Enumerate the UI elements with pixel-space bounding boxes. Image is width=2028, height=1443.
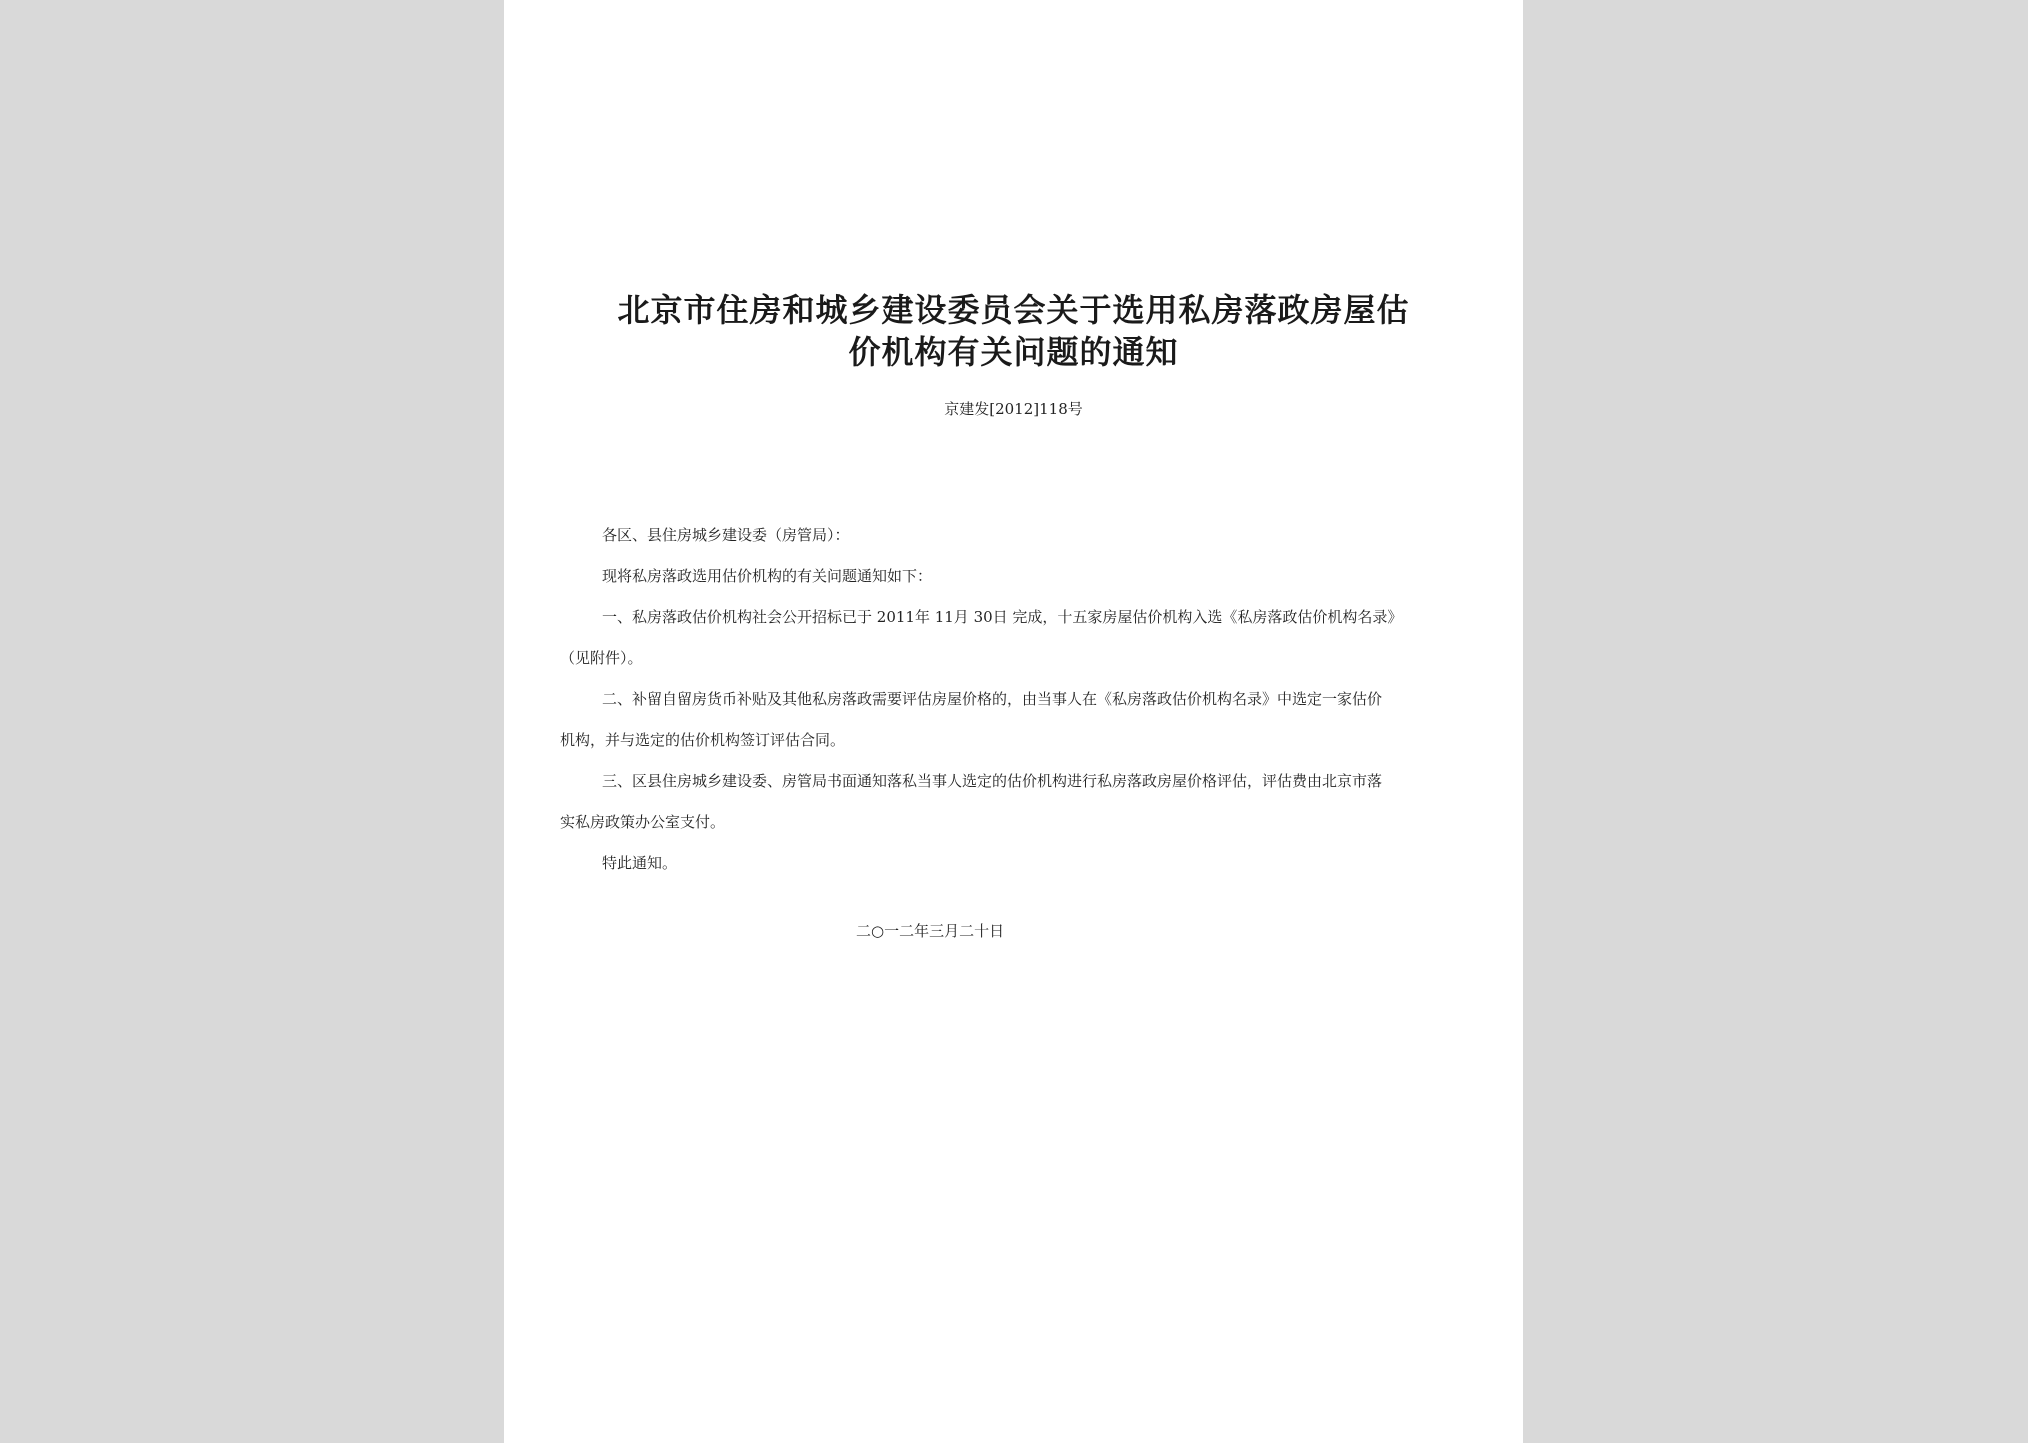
document-date: 二○一二年三月二十日 <box>856 922 1005 940</box>
item-3-line-1: 三、区县住房城乡建设委、房管局书面通知落私当事人选定的估价机构进行私房落政房屋价格评估，评估费由北京市落 <box>602 772 1383 790</box>
item-1-line-1: 一、私房落政估价机构社会公开招标已于 2011年 11月 30日 完成，十五家房屋估价机构入选《私房落政估价机构名录》 <box>602 608 1403 626</box>
salutation: 各区、县住房城乡建设委（房管局）： <box>602 526 850 544</box>
title-line-1: 北京市住房和城乡建设委员会关于选用私房落政房屋估 <box>617 291 1410 329</box>
item-1-line-2: （见附件）。 <box>560 649 643 667</box>
closing-text: 特此通知。 <box>602 854 678 872</box>
document-title <box>544 289 1483 373</box>
document-number: 京建发[2012]118号 <box>944 400 1083 418</box>
document-page <box>504 0 1523 1443</box>
title-line-2: 价机构有关问题的通知 <box>848 333 1179 371</box>
intro-paragraph: 现将私房落政选用估价机构的有关问题通知如下： <box>602 567 933 585</box>
item-2-line-1: 二、补留自留房货币补贴及其他私房落政需要评估房屋价格的，由当事人在《私房落政估价机构名录》中选定一家估价 <box>602 690 1383 708</box>
item-3-line-2: 实私房政策办公室支付。 <box>560 813 726 831</box>
item-2-line-2: 机构，并与选定的估价机构签订评估合同。 <box>560 731 846 749</box>
